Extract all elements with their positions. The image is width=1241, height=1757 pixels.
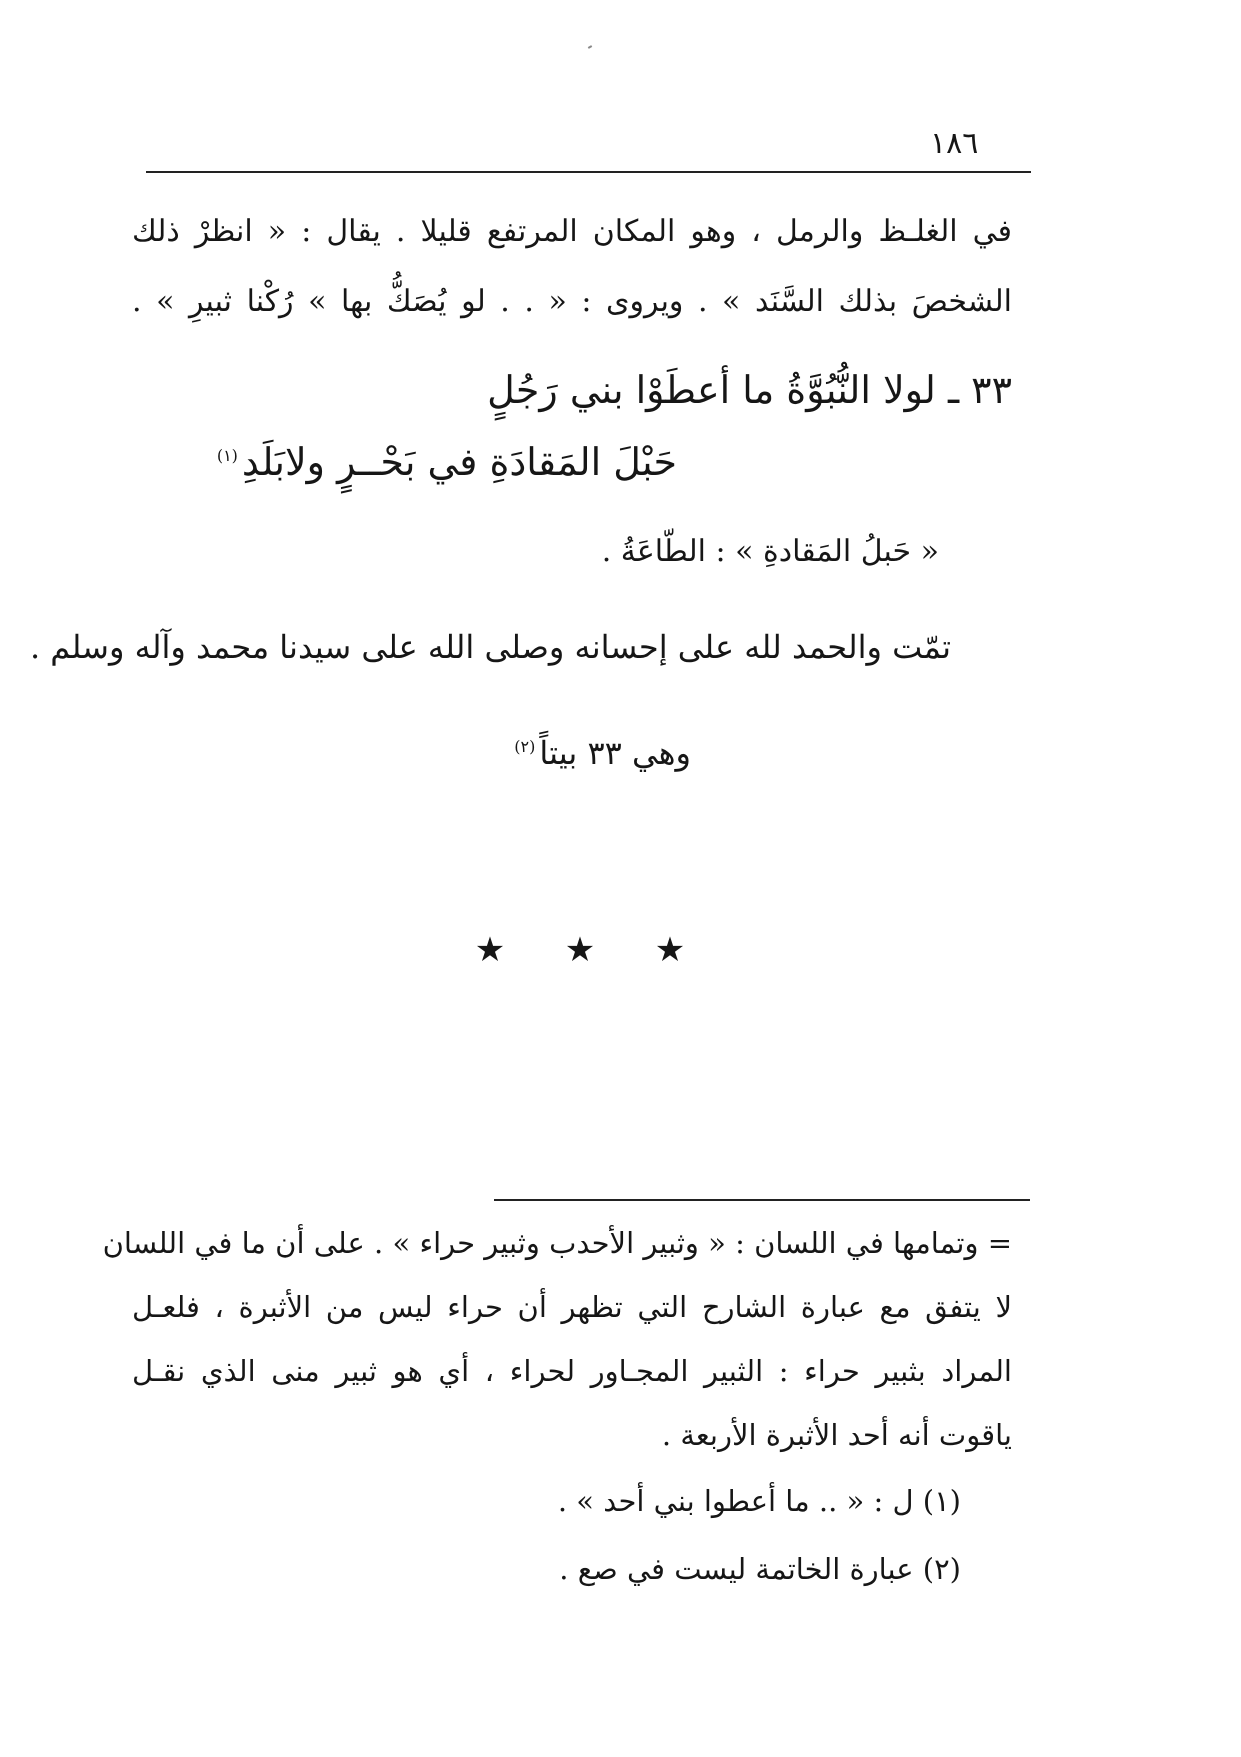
verse-second-hemistich — [197, 440, 677, 484]
footnote-1: (١) ل : « .. ما أعطوا بني أحد » . — [557, 1484, 961, 1518]
footnote-continuation-line-3: المراد بثبير حراء : الثبير المجـاور لحراء ، أي هو ثبير منى الذي نقـل — [132, 1354, 1012, 1388]
separator-star: ★ — [474, 930, 506, 970]
verse-count — [391, 734, 691, 772]
verse-first-hemistich: ٣٣ ـ لولا النُّبُوَّةُ ما أعطَوْا بني رَجُلٍ — [487, 368, 1012, 412]
header-rule — [146, 171, 1031, 173]
body-line-2: الشخصَ بذلك السَّنَد » . ويروى : « . . لو يُصَكُّ بها » رُكْنا ثبيرِ » . — [132, 284, 1012, 319]
footnote-2: (٢) عبارة الخاتمة ليست في صع . — [559, 1552, 961, 1586]
footnote-continuation-line-4: ياقوت أنه أحد الأثبرة الأربعة . — [661, 1418, 1012, 1452]
verse-second-hemistich-text: حَبْلَ المَقادَةِ في بَحْــرٍ ولابَلَدِ — [241, 440, 677, 484]
scan-speck — [588, 45, 592, 49]
closing-line: تمّت والحمد لله على إحسانه وصلى الله على سيدنا محمد وآله وسلم . — [29, 628, 951, 666]
footnote-continuation-line-1: = وتمامها في اللسان : « وثبير الأحدب وثبير حراء » . على أن ما في اللسان — [102, 1226, 1012, 1260]
footnote-rule — [494, 1199, 1030, 1201]
separator-star: ★ — [654, 930, 686, 970]
verse-count-text: وهي ٣٣ بيتاً — [539, 734, 691, 772]
footnote-ref-2: (٢) — [514, 737, 536, 757]
separator-star: ★ — [564, 930, 596, 970]
page-number: ١٨٦ — [930, 126, 979, 161]
footnote-ref-1: (١) — [216, 446, 238, 466]
gloss-line: « حَبلُ المَقادةِ » : الطّاعَةُ . — [601, 534, 939, 569]
section-separator — [470, 930, 690, 970]
footnote-continuation-line-2: لا يتفق مع عبارة الشارح التي تظهر أن حراء ليس من الأثبرة ، فلعـل — [132, 1290, 1012, 1324]
body-line-1: في الغلـظ والرمل ، وهو المكان المرتفع قليلا . يقال : « انظرْ ذلك — [132, 214, 1012, 249]
